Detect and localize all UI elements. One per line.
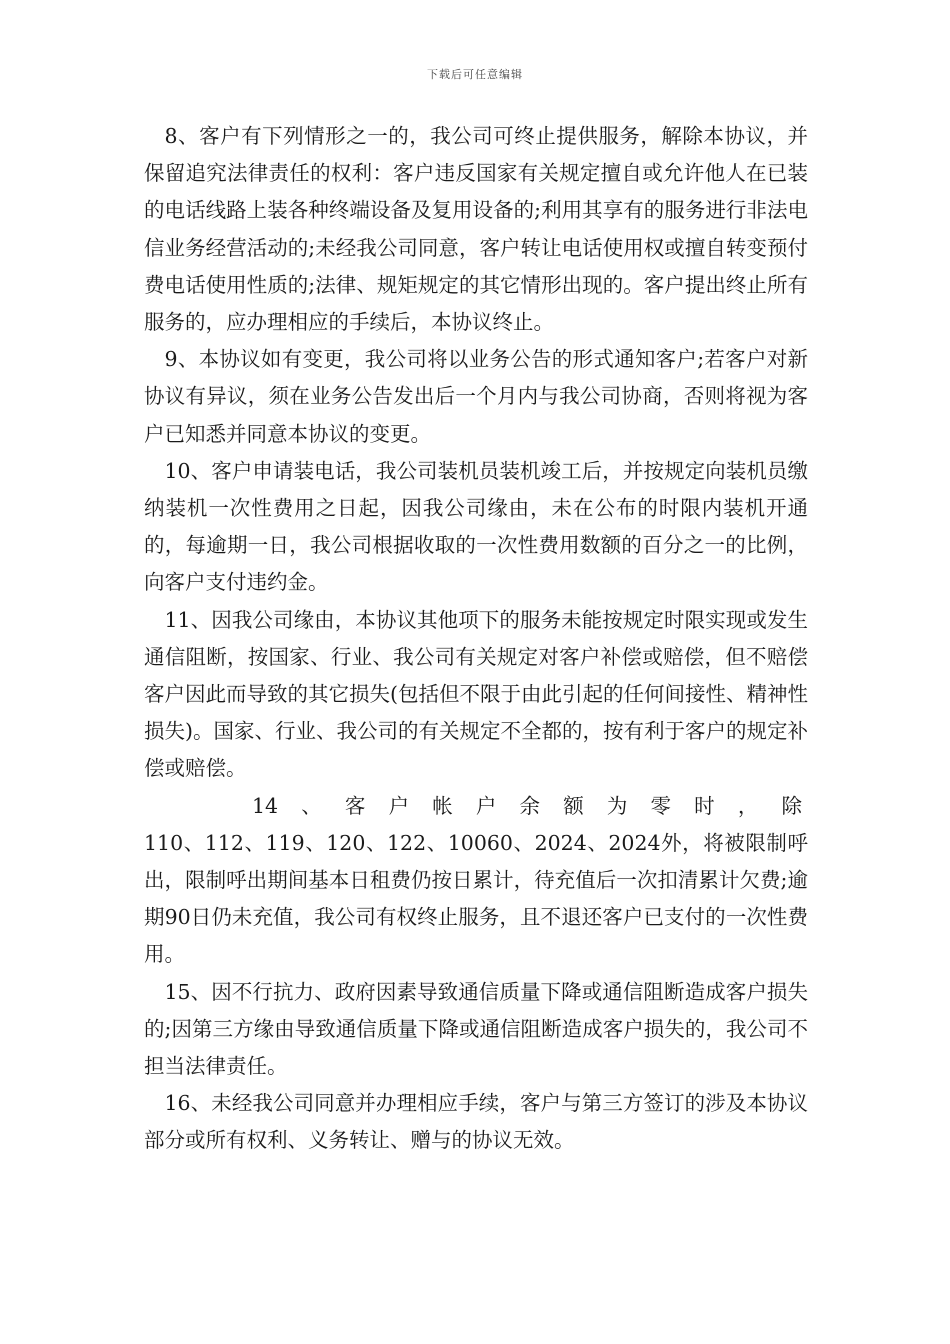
clause-11-paragraph: 11、因我公司缘由，本协议其他项下的服务未能按规定时限实现或发生通信阻断，按国家、行业、我公司有关规定对客户补偿或赔偿，但不赔偿客户因此而导致的其它损失(包括但不限于由此引起的任何间接性、精神性损失)。国家、行业、我公司的有关规定不全都的，按有利于客户的规定补偿或赔偿。 [144,607,808,781]
clause-14-token: 14 [252,793,279,818]
clause-14-paragraph [144,788,808,974]
clause-14-token: 零 [650,793,671,818]
document-body [144,118,808,1160]
clause-9-paragraph: 9、本协议如有变更，我公司将以业务公告的形式通知客户;若客户对新协议有异议，须在业务公告发出后一个月内与我公司协商，否则将视为客户已知悉并同意本协议的变更。 [144,347,808,446]
clause-10-paragraph: 10、客户申请装电话，我公司装机员装机竣工后，并按规定向装机员缴纳装机一次性费用之日起，因我公司缘由，未在公布的时限内装机开通的，每逾期一日，我公司根据收取的一次性费用数额的百分之一的比例，向客户支付违约金。 [144,458,808,595]
clause-14-token: 、 [301,793,322,818]
clause-14-token: 客 [344,793,366,818]
clause-14-token: 额 [563,793,584,818]
clause-14-token: 户 [388,793,410,818]
clause-14-first-line [144,788,808,825]
clause-14-token: 除 [781,793,802,818]
clause-14-token: 时 [694,793,715,818]
clause-15-paragraph: 15、因不行抗力、政府因素导致通信质量下降或通信阻断造成客户损失的;因第三方缘由导致通信质量下降或通信阻断造成客户损失的，我公司不担当法律责任。 [144,979,808,1079]
clause-14-token: 帐 [432,793,453,818]
clause-14-token: ， [737,793,759,818]
clause-14-token: 为 [606,793,628,818]
clause-14-rest: 110、112、119、120、122、10060、2024、2024外，将被限制呼出，限制呼出期间基本日租费仍按日累计，待充值后一次扣清累计欠费;逾期90日仍未充值，我公司有权终止服务，且不退还客户已支付的一次性费用。 [144,830,808,967]
clause-16-paragraph: 16、未经我公司同意并办理相应手续，客户与第三方签订的涉及本协议部分或所有权利、义务转让、赠与的协议无效。 [144,1091,808,1153]
clause-14-token: 户 [475,793,497,818]
clause-8-paragraph: 8、客户有下列情形之一的，我公司可终止提供服务，解除本协议，并保留追究法律责任的权利：客户违反国家有关规定擅自或允许他人在已装的电话线路上装各种终端设备及复用设备的;利用其享有的服务进行非法电信业务经营活动的;未经我公司同意，客户转让电话使用权或擅自转变预付费电话使用性质的;法律、规矩规定的其它情形出现的。客户提出终止所有服务的，应办理相应的手续后，本协议终止。 [144,124,808,335]
clause-14-token: 余 [519,793,541,818]
page-header: 下载后可任意编辑 [427,68,523,81]
